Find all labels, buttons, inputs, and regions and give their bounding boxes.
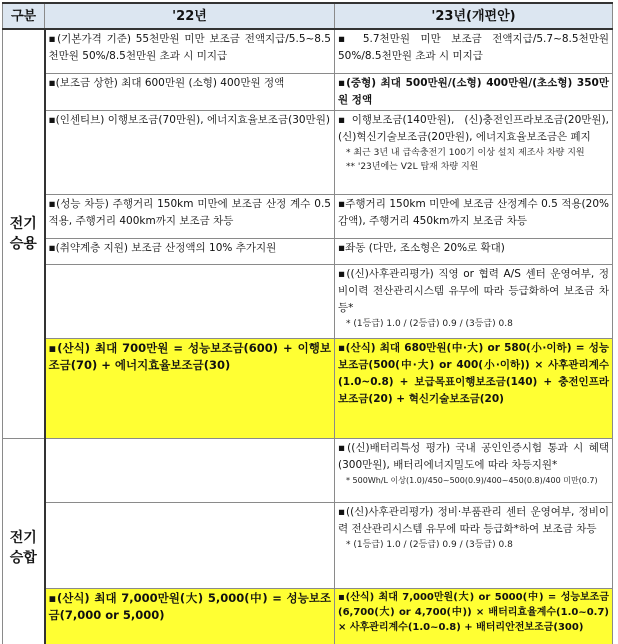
hybrid-battery-note: * 500Wh/L 이상(1.0)/450~500(0.9)/400~450(0.8)/400 미만(0.7) [346, 475, 598, 485]
ev-row-incentive [3, 110, 613, 194]
ev-aftercare-note: * (1등급) 1.0 / (2등급) 0.9 / (3등급) 0.8 [346, 318, 513, 329]
hybrid-formula-2022: ▪(산식) 최대 7,000만원(大) 5,000(中) = 성능보조금(7,000 or 5,000) [45, 588, 335, 644]
header-2023: '23년(개편안) [335, 3, 613, 29]
hybrid-row-aftercare [3, 502, 613, 588]
ev-cap-2023: ▪(중형) 최대 500만원/(소형) 400만원/(초소형) 350만원 정액 [335, 73, 613, 110]
ev-row-formula [3, 338, 613, 438]
ev-row-cap [3, 73, 613, 110]
header-2022: '22년 [45, 3, 335, 29]
ev-aftercare-2023-cell [335, 264, 613, 338]
hybrid-aftercare-2023-cell [335, 502, 613, 588]
ev-cap-2022: ▪(보조금 상한) 최대 600만원 (소형) 400만원 정액 [45, 73, 335, 110]
ev-formula-2023: ▪(산식) 최대 680만원(中·大) or 580(小·이하) = 성능보조금(500(中·大) or 400(小·이하)) × 사후관리계수(1.0~0.8) + 보급목표이행보조금(140) + 충전인프라보조금(20) + 혁신기술보조금(20) [335, 338, 613, 438]
ev-incentive-2022: ▪(인센티브) 이행보조금(70만원), 에너지효율보조금(30만원) [45, 110, 335, 194]
header-row [3, 3, 613, 29]
ev-incentive-note-1: * 최근 3년 내 급속충전기 100기 이상 설치 제조사 차량 지원 [346, 147, 585, 158]
header-group: 구분 [3, 3, 45, 29]
ev-aftercare-2022-empty [45, 264, 335, 338]
subsidy-comparison-table [2, 2, 613, 644]
ev-incentive-2023: ▪이행보조금(140만원), (신)충전인프라보조금(20만원), (신)혁신기술보조금(20만원), 에너지효율보조금은 폐지 [338, 113, 609, 143]
ev-formula-2022: ▪(산식) 최대 700만원 = 성능보조금(600) + 이행보조금(70) + 에너지효율보조금(30) [45, 338, 335, 438]
ev-row-base-price [3, 29, 613, 73]
ev-performance-2022: ▪(성능 차등) 주행거리 150km 미만에 보조금 산정 계수 0.5 적용, 주행거리 400km까지 보조금 차등 [45, 194, 335, 238]
group-label-ev: 전기 승용 [3, 29, 45, 438]
hybrid-battery-2023: ▪((신)배터리특성 평가) 국내 공인인증시험 통과 시 혜택(300만원), 배터리에너지밀도에 따라 차등지원* [338, 441, 609, 471]
ev-incentive-note-2: ** '23년에는 V2L 탑재 차량 지원 [346, 161, 479, 172]
hybrid-row-battery [3, 438, 613, 502]
hybrid-row-formula [3, 588, 613, 644]
ev-base-price-2022: ▪(기본가격 기준) 55천만원 미만 보조금 전액지급/5.5~8.5천만원 50%/8.5천만원 초과 시 미지급 [45, 29, 335, 73]
ev-base-price-2023: ▪ 5.7천만원 미만 보조금 전액지급/5.7~8.5천만원 50%/8.5천만원 초과 시 미지급 [335, 29, 613, 73]
hybrid-battery-2022-empty [45, 438, 335, 502]
ev-incentive-2023-cell [335, 110, 613, 194]
hybrid-aftercare-2022-empty [45, 502, 335, 588]
ev-row-performance [3, 194, 613, 238]
ev-vulnerable-2022: ▪(취약계층 지원) 보조금 산정액의 10% 추가지원 [45, 238, 335, 264]
hybrid-formula-2023: ▪(산식) 최대 7,000만원(大) or 5000(中) = 성능보조금(6,700(大) or 4,700(中)) × 배터리효율계수(1.0~0.7) × 사후관리계수(1.0~0.8) + 배터리안전보조금(300) [335, 588, 613, 644]
hybrid-aftercare-note: * (1등급) 1.0 / (2등급) 0.9 / (3등급) 0.8 [346, 539, 513, 550]
hybrid-battery-2023-cell [335, 438, 613, 502]
hybrid-aftercare-2023: ▪((신)사후관리평가) 정비·부품관리 센터 운영여부, 정비이력 전산관리시스템 유무에 따라 등급화*하여 보조금 차등 [338, 505, 609, 535]
ev-row-vulnerable [3, 238, 613, 264]
ev-performance-2023: ▪주행거리 150km 미만에 보조금 산정계수 0.5 적용(20% 감액), 주행거리 450km까지 보조금 차등 [335, 194, 613, 238]
ev-row-aftercare [3, 264, 613, 338]
ev-aftercare-2023: ▪((신)사후관리평가) 직영 or 협력 A/S 센터 운영여부, 정비이력 전산관리시스템 유무에 따라 등급화하여 보조금 차등* [338, 267, 609, 314]
group-label-hybrid: 전기 승합 [3, 438, 45, 644]
ev-vulnerable-2023: ▪좌동 (다만, 조소형은 20%로 확대) [335, 238, 613, 264]
